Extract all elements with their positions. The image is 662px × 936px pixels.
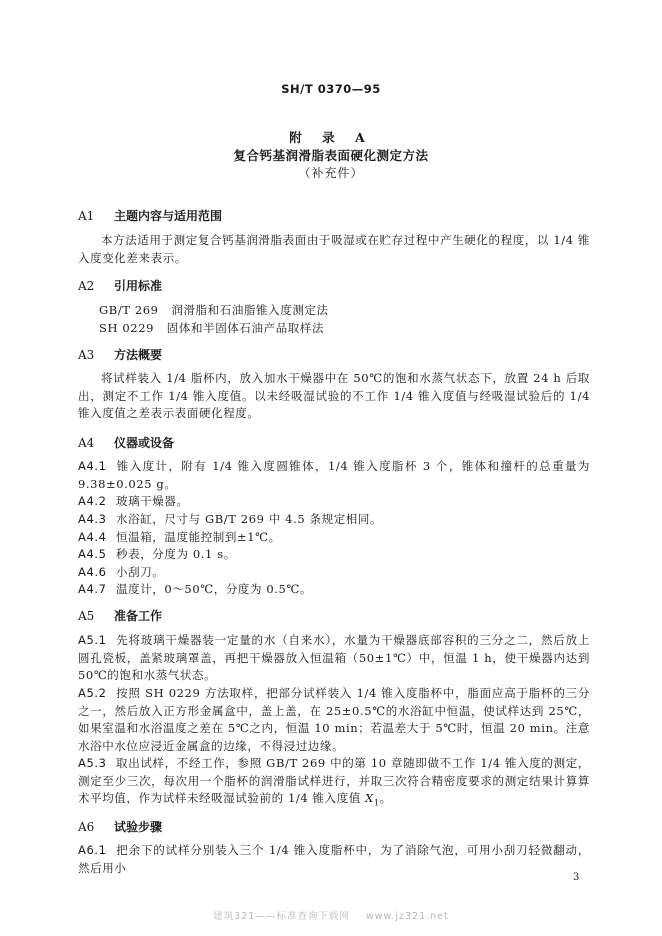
appendix-label: 附 录 A xyxy=(289,130,373,145)
item-text: 水浴缸，尺寸与 GB/T 269 中 4.5 条规定相同。 xyxy=(116,512,383,526)
section-title: 引用标准 xyxy=(114,279,163,293)
item-number: A5.1 xyxy=(78,633,107,647)
section-heading-a4 xyxy=(78,434,174,451)
section-number: A5 xyxy=(78,609,95,623)
section-heading-a3 xyxy=(78,346,162,363)
section-a1-paragraph: 本方法适用于测定复合钙基润滑脂表面由于吸湿或在贮存过程中产生硬化的程度，以 1/4 锥入度变化差来表示。 xyxy=(78,233,590,265)
list-item xyxy=(78,511,590,529)
item-text: 恒温箱，温度能控制到±1℃。 xyxy=(116,530,281,544)
item-text: 秒表，分度为 0.1 s。 xyxy=(116,547,236,561)
item-text: 玻璃干燥器。 xyxy=(116,494,189,508)
section-number: A4 xyxy=(78,436,95,450)
section-title: 准备工作 xyxy=(114,609,163,623)
variable-x: X xyxy=(365,791,374,805)
item-number: A4.5 xyxy=(78,547,107,561)
reference-sh0229: SH 0229 固体和半固体石油产品取样法 xyxy=(99,321,325,335)
standard-code: SH/T 0370—95 xyxy=(281,82,381,96)
list-item xyxy=(78,632,590,685)
item-text: 小刮刀。 xyxy=(116,565,165,579)
item-number: A4.4 xyxy=(78,530,107,544)
section-heading-a5 xyxy=(78,607,162,624)
item-text: 锥入度计，附有 1/4 锥入度圆锥体，1/4 锥入度脂杯 3 个，锥体和撞杆的总重量为 9.38±0.025 g。 xyxy=(78,459,590,491)
item-text: 把余下的试样分别装入三个 1/4 锥入度脂杯中，为了消除气泡，可用小刮刀轻微翻动，然后用小 xyxy=(78,843,590,875)
list-item xyxy=(78,546,590,564)
item-text: 先将玻璃干燥器装一定量的水（自来水），水量为干燥器底部容积的三分之二，然后放上圆孔瓷板，盖紧玻璃罩盖，再把干燥器放入恒温箱（50±1℃）中，恒温 1 h，使干燥器内达到 50℃的饱和水蒸气状态。 xyxy=(78,633,590,682)
list-item xyxy=(78,529,590,547)
item-text-start: 取出试样，不经工作，参照 GB/T 269 中的第 10 章随即做不工作 1/4 锥入度的测定，测定至少三次，每次用一个脂杯的润滑脂试样进行，并取三次符合精密度要求的测定结果计算算术平均值，作为试样未经吸湿试验前的 1/4 锥入度值 xyxy=(78,756,590,805)
list-item xyxy=(78,493,590,511)
appendix-subtitle: （补充件） xyxy=(298,166,364,180)
item-number: A6.1 xyxy=(78,843,107,857)
item-text-end: 。 xyxy=(379,791,392,805)
watermark: 建筑321——标准查询下载网 www.jz321.net xyxy=(213,911,449,922)
section-a3-paragraph: 将试样装入 1/4 脂杯内，放入加水干燥器中在 50℃的饱和水蒸气状态下，放置 24 h 后取出，测定不工作 1/4 锥入度值。以未经吸湿试验的不工作 1/4 锥入度值与经吸湿试验后的 1/4 锥入度值之差表示表面硬化程度。 xyxy=(78,371,590,420)
section-heading-a6 xyxy=(78,818,162,835)
item-number: A5.3 xyxy=(78,756,107,770)
section-title: 主题内容与适用范围 xyxy=(114,209,223,223)
list-item xyxy=(78,755,590,812)
item-number: A4.1 xyxy=(78,459,107,473)
page-number: 3 xyxy=(573,872,580,883)
section-number: A1 xyxy=(78,209,95,223)
list-item xyxy=(78,458,590,493)
section-title: 方法概要 xyxy=(114,348,163,362)
section-title: 仪器或设备 xyxy=(114,436,175,450)
section-number: A6 xyxy=(78,820,95,834)
section-heading-a1 xyxy=(78,207,222,224)
reference-gbt269: GB/T 269 润滑脂和石油脂锥入度测定法 xyxy=(99,303,329,317)
section-heading-a2 xyxy=(78,277,162,294)
item-number: A4.6 xyxy=(78,565,107,579)
list-item xyxy=(78,581,590,599)
list-item xyxy=(78,842,590,877)
appendix-title: 复合钙基润滑脂表面硬化测定方法 xyxy=(233,148,429,163)
item-number: A4.2 xyxy=(78,494,107,508)
item-text: 温度计，0～50℃，分度为 0.5℃。 xyxy=(116,582,313,596)
section-number: A3 xyxy=(78,348,95,362)
section-number: A2 xyxy=(78,279,95,293)
list-item xyxy=(78,685,590,755)
item-number: A4.3 xyxy=(78,512,107,526)
item-number: A5.2 xyxy=(78,686,107,700)
item-text: 按照 SH 0229 方法取样，把部分试样装入 1/4 锥入度脂杯中，脂面应高于脂杯的三分之一，然后放入正方形金属盒中，盖上盖，在 25±0.5℃的水浴缸中恒温，使试样达到 25℃，如果室温和水浴温度之差在 5℃之内，恒温 10 min；若温差大于 5℃时，恒温 20 min。注意水浴中水位应浸近金属盒的边缘，不得浸过边缘。 xyxy=(78,686,590,753)
list-item xyxy=(78,564,590,582)
section-title: 试验步骤 xyxy=(114,820,163,834)
item-number: A4.7 xyxy=(78,582,107,596)
variable-subscript: 1 xyxy=(373,798,380,808)
